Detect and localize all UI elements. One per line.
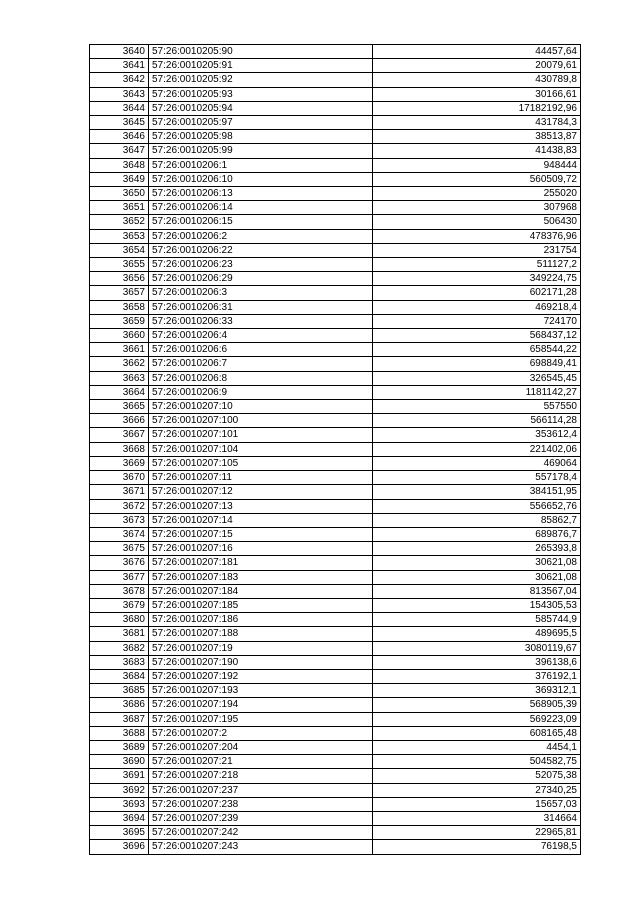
value-cell: 4454,1 bbox=[373, 740, 581, 754]
value-cell: 568437,12 bbox=[373, 329, 581, 343]
table-row bbox=[90, 385, 581, 399]
row-number-cell: 3690 bbox=[90, 755, 149, 769]
cadastral-number-cell: 57:26:0010207:21 bbox=[149, 755, 373, 769]
row-number-cell: 3693 bbox=[90, 797, 149, 811]
row-number-cell: 3660 bbox=[90, 329, 149, 343]
cadastral-number-cell: 57:26:0010207:184 bbox=[149, 584, 373, 598]
table-row bbox=[90, 613, 581, 627]
cadastral-number-cell: 57:26:0010207:105 bbox=[149, 456, 373, 470]
table-row bbox=[90, 769, 581, 783]
row-number-cell: 3649 bbox=[90, 172, 149, 186]
table-row bbox=[90, 641, 581, 655]
table-row bbox=[90, 357, 581, 371]
table-row bbox=[90, 329, 581, 343]
value-cell: 314664 bbox=[373, 811, 581, 825]
table-row bbox=[90, 414, 581, 428]
row-number-cell: 3673 bbox=[90, 513, 149, 527]
value-cell: 22965,81 bbox=[373, 826, 581, 840]
value-cell: 813567,04 bbox=[373, 584, 581, 598]
row-number-cell: 3652 bbox=[90, 215, 149, 229]
table-row bbox=[90, 314, 581, 328]
value-cell: 489695,5 bbox=[373, 627, 581, 641]
value-cell: 658544,22 bbox=[373, 343, 581, 357]
value-cell: 430789,8 bbox=[373, 73, 581, 87]
cadastral-number-cell: 57:26:0010206:15 bbox=[149, 215, 373, 229]
cadastral-number-cell: 57:26:0010207:13 bbox=[149, 499, 373, 513]
row-number-cell: 3659 bbox=[90, 314, 149, 328]
value-cell: 44457,64 bbox=[373, 45, 581, 59]
cadastral-number-cell: 57:26:0010207:204 bbox=[149, 740, 373, 754]
value-cell: 384151,95 bbox=[373, 485, 581, 499]
row-number-cell: 3685 bbox=[90, 684, 149, 698]
table-row bbox=[90, 456, 581, 470]
value-cell: 1181142,27 bbox=[373, 385, 581, 399]
table-row bbox=[90, 272, 581, 286]
cadastral-number-cell: 57:26:0010207:19 bbox=[149, 641, 373, 655]
cadastral-number-cell: 57:26:0010207:237 bbox=[149, 783, 373, 797]
cadastral-number-cell: 57:26:0010205:94 bbox=[149, 101, 373, 115]
row-number-cell: 3677 bbox=[90, 570, 149, 584]
cadastral-number-cell: 57:26:0010206:3 bbox=[149, 286, 373, 300]
row-number-cell: 3691 bbox=[90, 769, 149, 783]
table-row bbox=[90, 584, 581, 598]
row-number-cell: 3671 bbox=[90, 485, 149, 499]
cadastral-number-cell: 57:26:0010206:10 bbox=[149, 172, 373, 186]
table-row bbox=[90, 556, 581, 570]
value-cell: 504582,75 bbox=[373, 755, 581, 769]
table-row bbox=[90, 229, 581, 243]
value-cell: 585744,9 bbox=[373, 613, 581, 627]
table-row bbox=[90, 471, 581, 485]
value-cell: 17182192,96 bbox=[373, 101, 581, 115]
cadastral-number-cell: 57:26:0010206:33 bbox=[149, 314, 373, 328]
cadastral-number-cell: 57:26:0010207:104 bbox=[149, 442, 373, 456]
cadastral-number-cell: 57:26:0010207:192 bbox=[149, 669, 373, 683]
row-number-cell: 3656 bbox=[90, 272, 149, 286]
value-cell: 20079,61 bbox=[373, 59, 581, 73]
table-row bbox=[90, 243, 581, 257]
table-row bbox=[90, 442, 581, 456]
table-row bbox=[90, 797, 581, 811]
table-row bbox=[90, 172, 581, 186]
table-row bbox=[90, 485, 581, 499]
table-row bbox=[90, 87, 581, 101]
table-row bbox=[90, 286, 581, 300]
value-cell: 689876,7 bbox=[373, 527, 581, 541]
value-cell: 568905,39 bbox=[373, 698, 581, 712]
row-number-cell: 3684 bbox=[90, 669, 149, 683]
row-number-cell: 3670 bbox=[90, 471, 149, 485]
row-number-cell: 3678 bbox=[90, 584, 149, 598]
value-cell: 506430 bbox=[373, 215, 581, 229]
row-number-cell: 3641 bbox=[90, 59, 149, 73]
cadastral-number-cell: 57:26:0010206:29 bbox=[149, 272, 373, 286]
value-cell: 557178,4 bbox=[373, 471, 581, 485]
value-cell: 511127,2 bbox=[373, 258, 581, 272]
cadastral-number-cell: 57:26:0010206:1 bbox=[149, 158, 373, 172]
row-number-cell: 3644 bbox=[90, 101, 149, 115]
value-cell: 326545,45 bbox=[373, 371, 581, 385]
table-row bbox=[90, 215, 581, 229]
cadastral-number-cell: 57:26:0010206:31 bbox=[149, 300, 373, 314]
cadastral-number-cell: 57:26:0010205:91 bbox=[149, 59, 373, 73]
row-number-cell: 3665 bbox=[90, 400, 149, 414]
cadastral-number-cell: 57:26:0010206:14 bbox=[149, 201, 373, 215]
row-number-cell: 3668 bbox=[90, 442, 149, 456]
table-row bbox=[90, 400, 581, 414]
table-row bbox=[90, 201, 581, 215]
table-row bbox=[90, 101, 581, 115]
table-row bbox=[90, 45, 581, 59]
value-cell: 221402,06 bbox=[373, 442, 581, 456]
row-number-cell: 3658 bbox=[90, 300, 149, 314]
table-row bbox=[90, 300, 581, 314]
row-number-cell: 3676 bbox=[90, 556, 149, 570]
table-row bbox=[90, 144, 581, 158]
cadastral-number-cell: 57:26:0010207:186 bbox=[149, 613, 373, 627]
table-row bbox=[90, 130, 581, 144]
cadastral-number-cell: 57:26:0010206:13 bbox=[149, 187, 373, 201]
value-cell: 431784,3 bbox=[373, 116, 581, 130]
value-cell: 566114,28 bbox=[373, 414, 581, 428]
table-row bbox=[90, 158, 581, 172]
cadastral-number-cell: 57:26:0010207:12 bbox=[149, 485, 373, 499]
row-number-cell: 3669 bbox=[90, 456, 149, 470]
value-cell: 15657,03 bbox=[373, 797, 581, 811]
value-cell: 602171,28 bbox=[373, 286, 581, 300]
value-cell: 560509,72 bbox=[373, 172, 581, 186]
table-row bbox=[90, 655, 581, 669]
cadastral-number-cell: 57:26:0010207:193 bbox=[149, 684, 373, 698]
value-cell: 569223,09 bbox=[373, 712, 581, 726]
row-number-cell: 3653 bbox=[90, 229, 149, 243]
cadastral-number-cell: 57:26:0010207:195 bbox=[149, 712, 373, 726]
row-number-cell: 3654 bbox=[90, 243, 149, 257]
cadastral-number-cell: 57:26:0010207:100 bbox=[149, 414, 373, 428]
value-cell: 469218,4 bbox=[373, 300, 581, 314]
value-cell: 27340,25 bbox=[373, 783, 581, 797]
cadastral-number-cell: 57:26:0010206:4 bbox=[149, 329, 373, 343]
row-number-cell: 3679 bbox=[90, 598, 149, 612]
row-number-cell: 3680 bbox=[90, 613, 149, 627]
cadastral-number-cell: 57:26:0010205:92 bbox=[149, 73, 373, 87]
row-number-cell: 3675 bbox=[90, 542, 149, 556]
row-number-cell: 3663 bbox=[90, 371, 149, 385]
table-row bbox=[90, 726, 581, 740]
value-cell: 369312,1 bbox=[373, 684, 581, 698]
table-row bbox=[90, 570, 581, 584]
table-row bbox=[90, 258, 581, 272]
table-row bbox=[90, 783, 581, 797]
value-cell: 255020 bbox=[373, 187, 581, 201]
cadastral-number-cell: 57:26:0010206:9 bbox=[149, 385, 373, 399]
row-number-cell: 3688 bbox=[90, 726, 149, 740]
row-number-cell: 3645 bbox=[90, 116, 149, 130]
cadastral-number-cell: 57:26:0010207:14 bbox=[149, 513, 373, 527]
row-number-cell: 3692 bbox=[90, 783, 149, 797]
cadastral-number-cell: 57:26:0010205:97 bbox=[149, 116, 373, 130]
table-row bbox=[90, 59, 581, 73]
row-number-cell: 3655 bbox=[90, 258, 149, 272]
row-number-cell: 3674 bbox=[90, 527, 149, 541]
row-number-cell: 3664 bbox=[90, 385, 149, 399]
value-cell: 41438,83 bbox=[373, 144, 581, 158]
cadastral-number-cell: 57:26:0010207:190 bbox=[149, 655, 373, 669]
cadastral-number-cell: 57:26:0010206:22 bbox=[149, 243, 373, 257]
table-row bbox=[90, 513, 581, 527]
value-cell: 38513,87 bbox=[373, 130, 581, 144]
cadastral-value-table bbox=[89, 44, 581, 855]
cadastral-number-cell: 57:26:0010207:15 bbox=[149, 527, 373, 541]
row-number-cell: 3686 bbox=[90, 698, 149, 712]
cadastral-number-cell: 57:26:0010207:181 bbox=[149, 556, 373, 570]
value-cell: 30621,08 bbox=[373, 570, 581, 584]
cadastral-number-cell: 57:26:0010207:185 bbox=[149, 598, 373, 612]
cadastral-number-cell: 57:26:0010206:6 bbox=[149, 343, 373, 357]
cadastral-number-cell: 57:26:0010205:93 bbox=[149, 87, 373, 101]
value-cell: 556652,76 bbox=[373, 499, 581, 513]
table-row bbox=[90, 73, 581, 87]
table-row bbox=[90, 542, 581, 556]
row-number-cell: 3667 bbox=[90, 428, 149, 442]
value-cell: 698849,41 bbox=[373, 357, 581, 371]
value-cell: 724170 bbox=[373, 314, 581, 328]
cadastral-number-cell: 57:26:0010207:242 bbox=[149, 826, 373, 840]
table-row bbox=[90, 826, 581, 840]
cadastral-number-cell: 57:26:0010205:98 bbox=[149, 130, 373, 144]
row-number-cell: 3646 bbox=[90, 130, 149, 144]
table-row bbox=[90, 755, 581, 769]
table-row bbox=[90, 116, 581, 130]
table-row bbox=[90, 371, 581, 385]
row-number-cell: 3681 bbox=[90, 627, 149, 641]
value-cell: 469064 bbox=[373, 456, 581, 470]
cadastral-number-cell: 57:26:0010207:101 bbox=[149, 428, 373, 442]
value-cell: 231754 bbox=[373, 243, 581, 257]
value-cell: 154305,53 bbox=[373, 598, 581, 612]
table-row bbox=[90, 698, 581, 712]
table-row bbox=[90, 598, 581, 612]
value-cell: 3080119,67 bbox=[373, 641, 581, 655]
value-cell: 376192,1 bbox=[373, 669, 581, 683]
row-number-cell: 3696 bbox=[90, 840, 149, 854]
row-number-cell: 3683 bbox=[90, 655, 149, 669]
cadastral-number-cell: 57:26:0010207:10 bbox=[149, 400, 373, 414]
row-number-cell: 3687 bbox=[90, 712, 149, 726]
value-cell: 85862,7 bbox=[373, 513, 581, 527]
cadastral-number-cell: 57:26:0010205:99 bbox=[149, 144, 373, 158]
cadastral-number-cell: 57:26:0010206:7 bbox=[149, 357, 373, 371]
cadastral-number-cell: 57:26:0010207:194 bbox=[149, 698, 373, 712]
row-number-cell: 3682 bbox=[90, 641, 149, 655]
cadastral-number-cell: 57:26:0010205:90 bbox=[149, 45, 373, 59]
row-number-cell: 3689 bbox=[90, 740, 149, 754]
table-row bbox=[90, 527, 581, 541]
value-cell: 52075,38 bbox=[373, 769, 581, 783]
value-cell: 349224,75 bbox=[373, 272, 581, 286]
cadastral-number-cell: 57:26:0010207:243 bbox=[149, 840, 373, 854]
table-row bbox=[90, 712, 581, 726]
table-row bbox=[90, 627, 581, 641]
cadastral-number-cell: 57:26:0010207:2 bbox=[149, 726, 373, 740]
value-cell: 608165,48 bbox=[373, 726, 581, 740]
row-number-cell: 3647 bbox=[90, 144, 149, 158]
cadastral-number-cell: 57:26:0010207:238 bbox=[149, 797, 373, 811]
table-row bbox=[90, 740, 581, 754]
table-row bbox=[90, 187, 581, 201]
table-body bbox=[90, 45, 581, 855]
cadastral-number-cell: 57:26:0010207:183 bbox=[149, 570, 373, 584]
table-row bbox=[90, 669, 581, 683]
cadastral-number-cell: 57:26:0010207:11 bbox=[149, 471, 373, 485]
cadastral-number-cell: 57:26:0010207:239 bbox=[149, 811, 373, 825]
cadastral-number-cell: 57:26:0010207:16 bbox=[149, 542, 373, 556]
row-number-cell: 3695 bbox=[90, 826, 149, 840]
value-cell: 307968 bbox=[373, 201, 581, 215]
value-cell: 557550 bbox=[373, 400, 581, 414]
value-cell: 396138,6 bbox=[373, 655, 581, 669]
table-row bbox=[90, 428, 581, 442]
row-number-cell: 3651 bbox=[90, 201, 149, 215]
value-cell: 353612,4 bbox=[373, 428, 581, 442]
row-number-cell: 3666 bbox=[90, 414, 149, 428]
row-number-cell: 3657 bbox=[90, 286, 149, 300]
value-cell: 30166,61 bbox=[373, 87, 581, 101]
cadastral-number-cell: 57:26:0010207:188 bbox=[149, 627, 373, 641]
value-cell: 948444 bbox=[373, 158, 581, 172]
cadastral-number-cell: 57:26:0010206:8 bbox=[149, 371, 373, 385]
row-number-cell: 3648 bbox=[90, 158, 149, 172]
row-number-cell: 3650 bbox=[90, 187, 149, 201]
cadastral-number-cell: 57:26:0010206:2 bbox=[149, 229, 373, 243]
row-number-cell: 3672 bbox=[90, 499, 149, 513]
cadastral-number-cell: 57:26:0010207:218 bbox=[149, 769, 373, 783]
value-cell: 76198,5 bbox=[373, 840, 581, 854]
row-number-cell: 3643 bbox=[90, 87, 149, 101]
row-number-cell: 3642 bbox=[90, 73, 149, 87]
value-cell: 478376,96 bbox=[373, 229, 581, 243]
cadastral-number-cell: 57:26:0010206:23 bbox=[149, 258, 373, 272]
table-row bbox=[90, 840, 581, 854]
value-cell: 265393,8 bbox=[373, 542, 581, 556]
row-number-cell: 3640 bbox=[90, 45, 149, 59]
row-number-cell: 3662 bbox=[90, 357, 149, 371]
table-row bbox=[90, 499, 581, 513]
table-row bbox=[90, 343, 581, 357]
row-number-cell: 3694 bbox=[90, 811, 149, 825]
table-row bbox=[90, 811, 581, 825]
table-row bbox=[90, 684, 581, 698]
row-number-cell: 3661 bbox=[90, 343, 149, 357]
value-cell: 30621,08 bbox=[373, 556, 581, 570]
